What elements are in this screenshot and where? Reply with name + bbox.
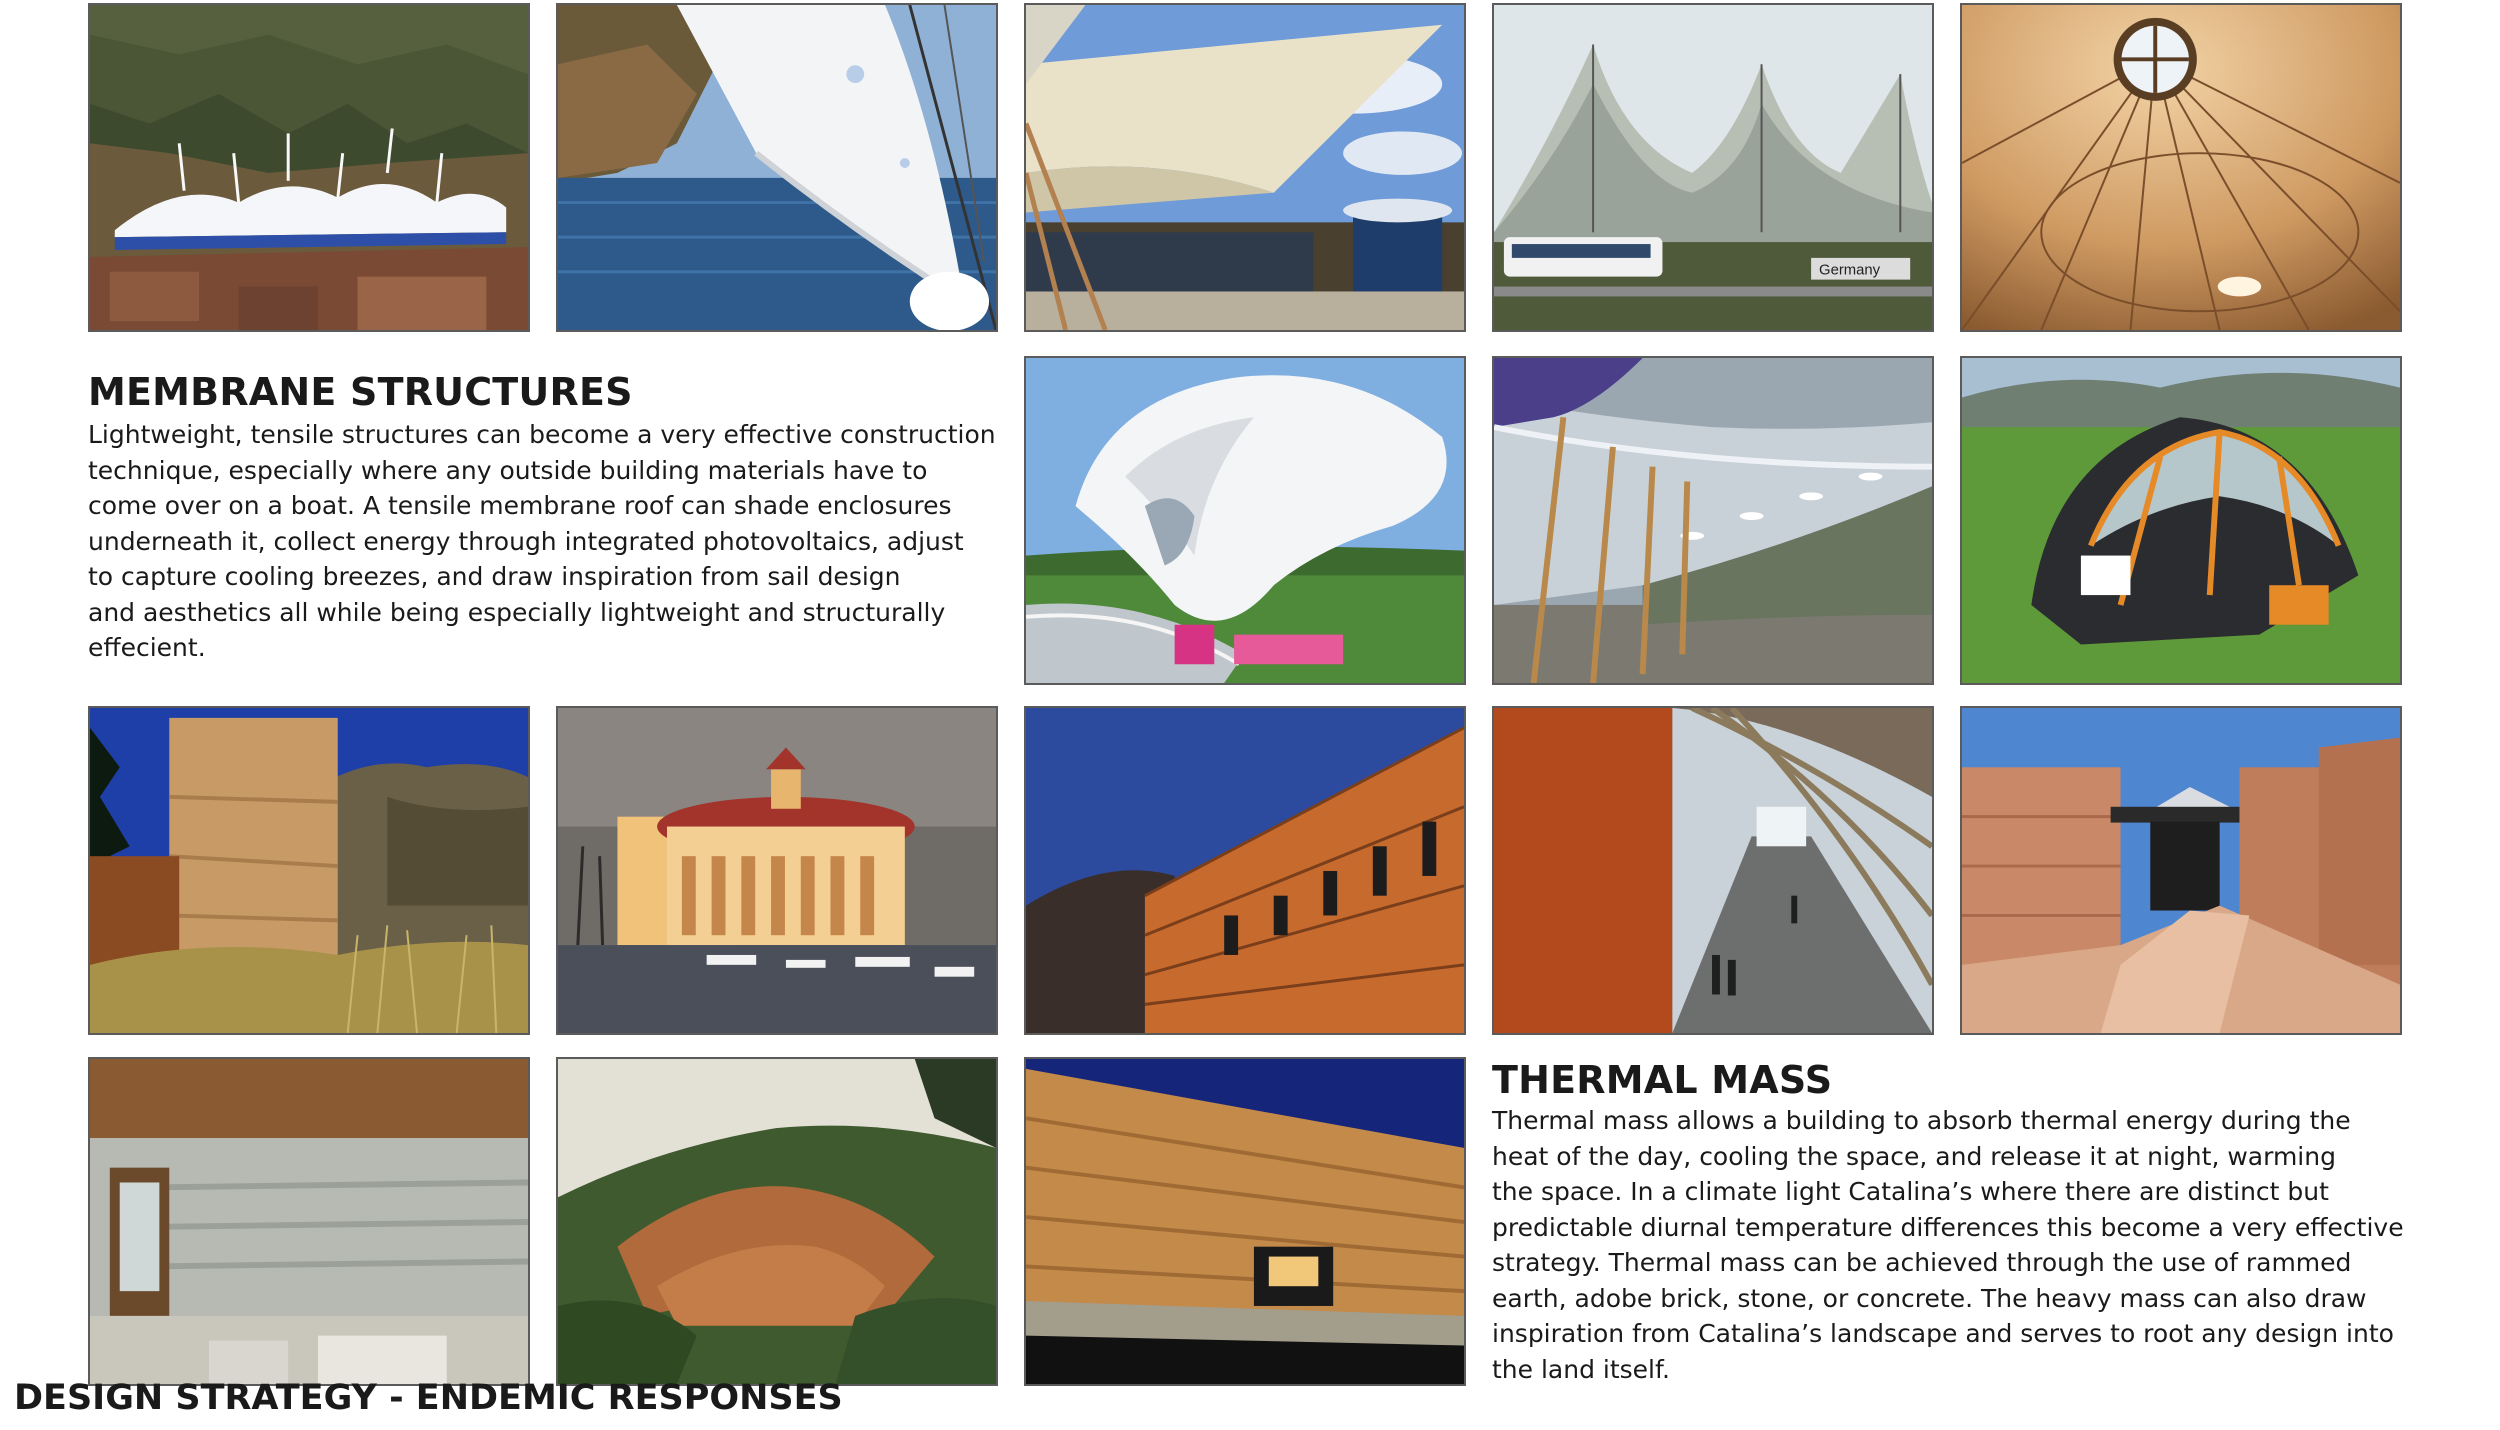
photo-red-wall-glass-corridor [1492,706,1934,1035]
thermal-mass-heading: THERMAL MASS [1492,1058,1833,1102]
thermal-text-line: heat of the day, cooling the space, and release it at night, warming [1492,1141,2336,1171]
thermal-text-line: the space. In a climate light Catalina’s where there are distinct but [1492,1177,2329,1206]
photo-rammed-earth-building-dusk [1024,1057,1466,1386]
photo-adobe-walls-volcano [1960,706,2402,1035]
photo-curved-canopy-colonnade [1492,356,1934,685]
photo-red-earth-hillside [556,1057,998,1386]
photo-solar-tent-on-grass [1960,356,2402,685]
membrane-text-line: technique, especially where any outside building materials have to [88,455,928,485]
membrane-text-line: Lightweight, tensile structures can become a very effective construction [88,420,996,449]
thermal-text-line: earth, adobe brick, stone, or concrete. The heavy mass can also draw [1492,1283,2367,1313]
photo-white-shell-pavilion [1024,356,1466,685]
thermal-text-line: the land itself. [1492,1354,1670,1384]
membrane-text-line: and aesthetics all while being especially lightweight and structurally [88,597,946,627]
membrane-text-line: effecient. [88,633,206,662]
membrane-text-line: underneath it, collect energy through integrated photovoltaics, adjust [88,526,964,556]
thermal-text-line: strategy. Thermal mass can be achieved through the use of rammed [1492,1248,2352,1277]
photo-tent-interior-ceiling [1960,3,2402,332]
page-title-design-strategy: DESIGN STRATEGY - ENDEMIC RESPONSES [14,1378,843,1418]
thermal-text-line: predictable diurnal temperature differences this become a very effective [1492,1212,2404,1242]
membrane-text-line: come over on a boat. A tensile membrane roof can shade enclosures [88,491,952,520]
photo-rammed-earth-wall-grass [88,706,530,1035]
photo-interior-rammed-earth [88,1057,530,1386]
thermal-mass-description [1492,1103,2404,1387]
thermal-text-line: inspiration from Catalina’s landscape and serves to root any design into [1492,1319,2394,1348]
thermal-text-line: Thermal mass allows a building to absorb thermal energy during the [1492,1106,2351,1135]
photo-sailboat-sail [556,3,998,332]
photo-catalina-casino-harbor [556,706,998,1035]
membrane-text-line: to capture cooling breezes, and draw inspiration from sail design [88,562,901,591]
photo-red-concrete-observatory [1024,706,1466,1035]
photo-tent-monorail-germany [1492,3,1934,332]
photo-hillside-tent-roof [88,3,530,332]
membrane-structures-heading: MEMBRANE STRUCTURES [88,370,633,414]
germany-sign-label: Germany [1819,262,1881,279]
membrane-structures-description [88,417,996,666]
photo-fabric-canopy-terrace [1024,3,1466,332]
